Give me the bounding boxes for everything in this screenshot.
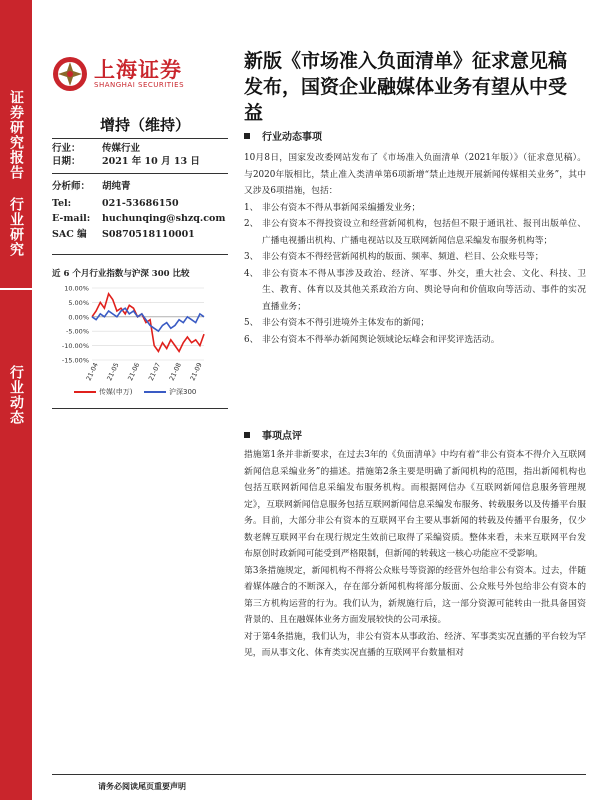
chart-title: 近 6 个月行业指数与沪深 300 比较 bbox=[52, 269, 190, 279]
report-headline: 新版《市场准入负面清单》征求意见稿发布，国资企业融媒体业务有望从中受益 bbox=[244, 50, 568, 124]
intro-paragraph: 10月8日，国家发改委网站发布了《市场准入负面清单（2021年版）》（征求意见稿）。与2020年版相比，禁止准入类清单第6项新增“禁止违规开展新闻传媒相关业务”，其中又涉及6项措施，包括： bbox=[244, 153, 586, 196]
chart-series-line bbox=[92, 308, 204, 331]
chart-x-tick-label: 21-07 bbox=[146, 361, 163, 382]
footer-disclaimer: 请务必阅读尾页重要声明 bbox=[98, 781, 186, 791]
divider bbox=[52, 173, 228, 174]
sidebar-report-type: 证券研究报告 行业研究 bbox=[8, 89, 24, 257]
chart-y-tick-label: -5.00% bbox=[66, 327, 89, 336]
analyst-email: E-mail: huchunqing@shzq.com bbox=[52, 213, 226, 224]
section-commentary-body bbox=[244, 447, 586, 662]
paragraph: 对于第4条措施，我们认为，非公有资本从事政治、经济、军事类实况直播的平台较为罕见，而从事文化、体育类实况直播的互联网平台数量相对 bbox=[244, 631, 586, 658]
chart-x-tick-label: 21-04 bbox=[84, 361, 100, 382]
list-item: 1、 非公有资本不得从事新闻采编播发业务； bbox=[244, 202, 421, 213]
list-item: 3、 非公有资本不得经营新闻机构的版面、频率、频道、栏目、公众账号等； bbox=[244, 252, 544, 262]
analyst-tel: Tel: 021-53686150 bbox=[52, 198, 179, 209]
divider bbox=[52, 774, 586, 775]
divider bbox=[52, 408, 228, 409]
chart-x-tick-label: 21-08 bbox=[167, 361, 183, 382]
list-item: 4、 非公有资本不得从事涉及政治、经济、军事、外交，重大社会、文化、科技、卫生、教育、体育以及其他关系政治方向、舆论导向和价值取向等活动、事件的实况直播业务； bbox=[244, 268, 586, 312]
list-item: 2、 非公有资本不得投资设立和经营新闻机构，包括但不限于通讯社、报刊出版单位、广播电视播出机构、广播电视站以及互联网新闻信息采编发布服务机构等； bbox=[244, 219, 586, 246]
bullet-square-icon bbox=[244, 432, 250, 438]
chart-y-tick-label: 5.00% bbox=[68, 298, 89, 307]
chart-x-tick-label: 21-06 bbox=[126, 361, 142, 382]
paragraph: 措施第1条并非新要求，在过去3年的《负面清单》中均有着“非公有资本不得介入互联网新闻信息采编业务”的描述。措施第2条主要是明确了新闻机构的范围，指出新闻机构也包括互联网新闻信息采编发布服务机构。而根据网信办《互联网新闻信息服务管理规定》，互联网新闻信息服务包括互联网新闻信息采编发布服务、转载服务以及传播平台服务。目前，大部分非公有资本的互联网平台主要从事新闻的转载及传播平台服务，仅少数老牌互联网平台在现行规定生效前已取得了采编资质。整体来看，未来互联网平台发布原创时政新闻可能受到严格限制，但新闻的转载这一核心功能应不受影响。 bbox=[244, 450, 586, 559]
sidebar-divider bbox=[0, 288, 32, 290]
sidebar-category: 行业动态 bbox=[8, 365, 24, 425]
meta-date: 日期： 2021 年 10 月 13 日 bbox=[52, 156, 200, 167]
company-logo bbox=[52, 50, 222, 98]
chart-x-tick-label: 21-05 bbox=[105, 361, 121, 382]
rating: 增持（维持） bbox=[100, 116, 191, 134]
logo-chinese-name: 上海证券 bbox=[94, 58, 182, 82]
index-comparison-chart bbox=[52, 280, 228, 400]
list-item: 6、 非公有资本不得举办新闻舆论领域论坛峰会和评奖评选活动。 bbox=[244, 334, 500, 345]
section-heading-commentary: 事项点评 bbox=[244, 427, 302, 442]
sidebar bbox=[0, 0, 32, 800]
meta-industry: 行业： 传媒行业 bbox=[52, 143, 141, 154]
chart-legend-label: 传媒(申万) bbox=[99, 388, 133, 396]
chart-x-tick-label: 21-09 bbox=[188, 361, 204, 382]
paragraph: 第3条措施规定，新闻机构不得将公众账号等资源的经营外包给非公有资本。过去，伴随着媒体融合的不断深入，存在部分新闻机构将部分版面、公众账号外包给非公有资本的第三方机构运营的行为。我们认为，新规施行后，这一部分资源可能转由一批具备国资背景的、且在融媒体业务方面发展较快的公司承接。 bbox=[244, 565, 586, 625]
logo-english-name: SHANGHAI SECURITIES bbox=[94, 81, 185, 89]
analyst-name: 分析师： 胡纯青 bbox=[52, 181, 131, 192]
divider bbox=[52, 254, 228, 255]
section-heading-industry-news: 行业动态事项 bbox=[244, 128, 322, 143]
chart-y-tick-label: 10.00% bbox=[64, 284, 89, 293]
chart-legend-label: 沪深300 bbox=[169, 388, 197, 396]
divider bbox=[52, 138, 228, 139]
chart-y-tick-label: 0.00% bbox=[68, 313, 89, 322]
chart-y-tick-label: -10.00% bbox=[61, 342, 89, 351]
logo-emblem-icon bbox=[52, 56, 88, 92]
chart-y-tick-label: -15.00% bbox=[61, 356, 89, 365]
bullet-square-icon bbox=[244, 133, 250, 139]
analyst-sac: SAC 编 S0870518110001 bbox=[52, 229, 195, 240]
section-industry-news-body bbox=[244, 150, 586, 348]
list-item: 5、 非公有资本不得引进境外主体发布的新闻； bbox=[244, 318, 430, 328]
